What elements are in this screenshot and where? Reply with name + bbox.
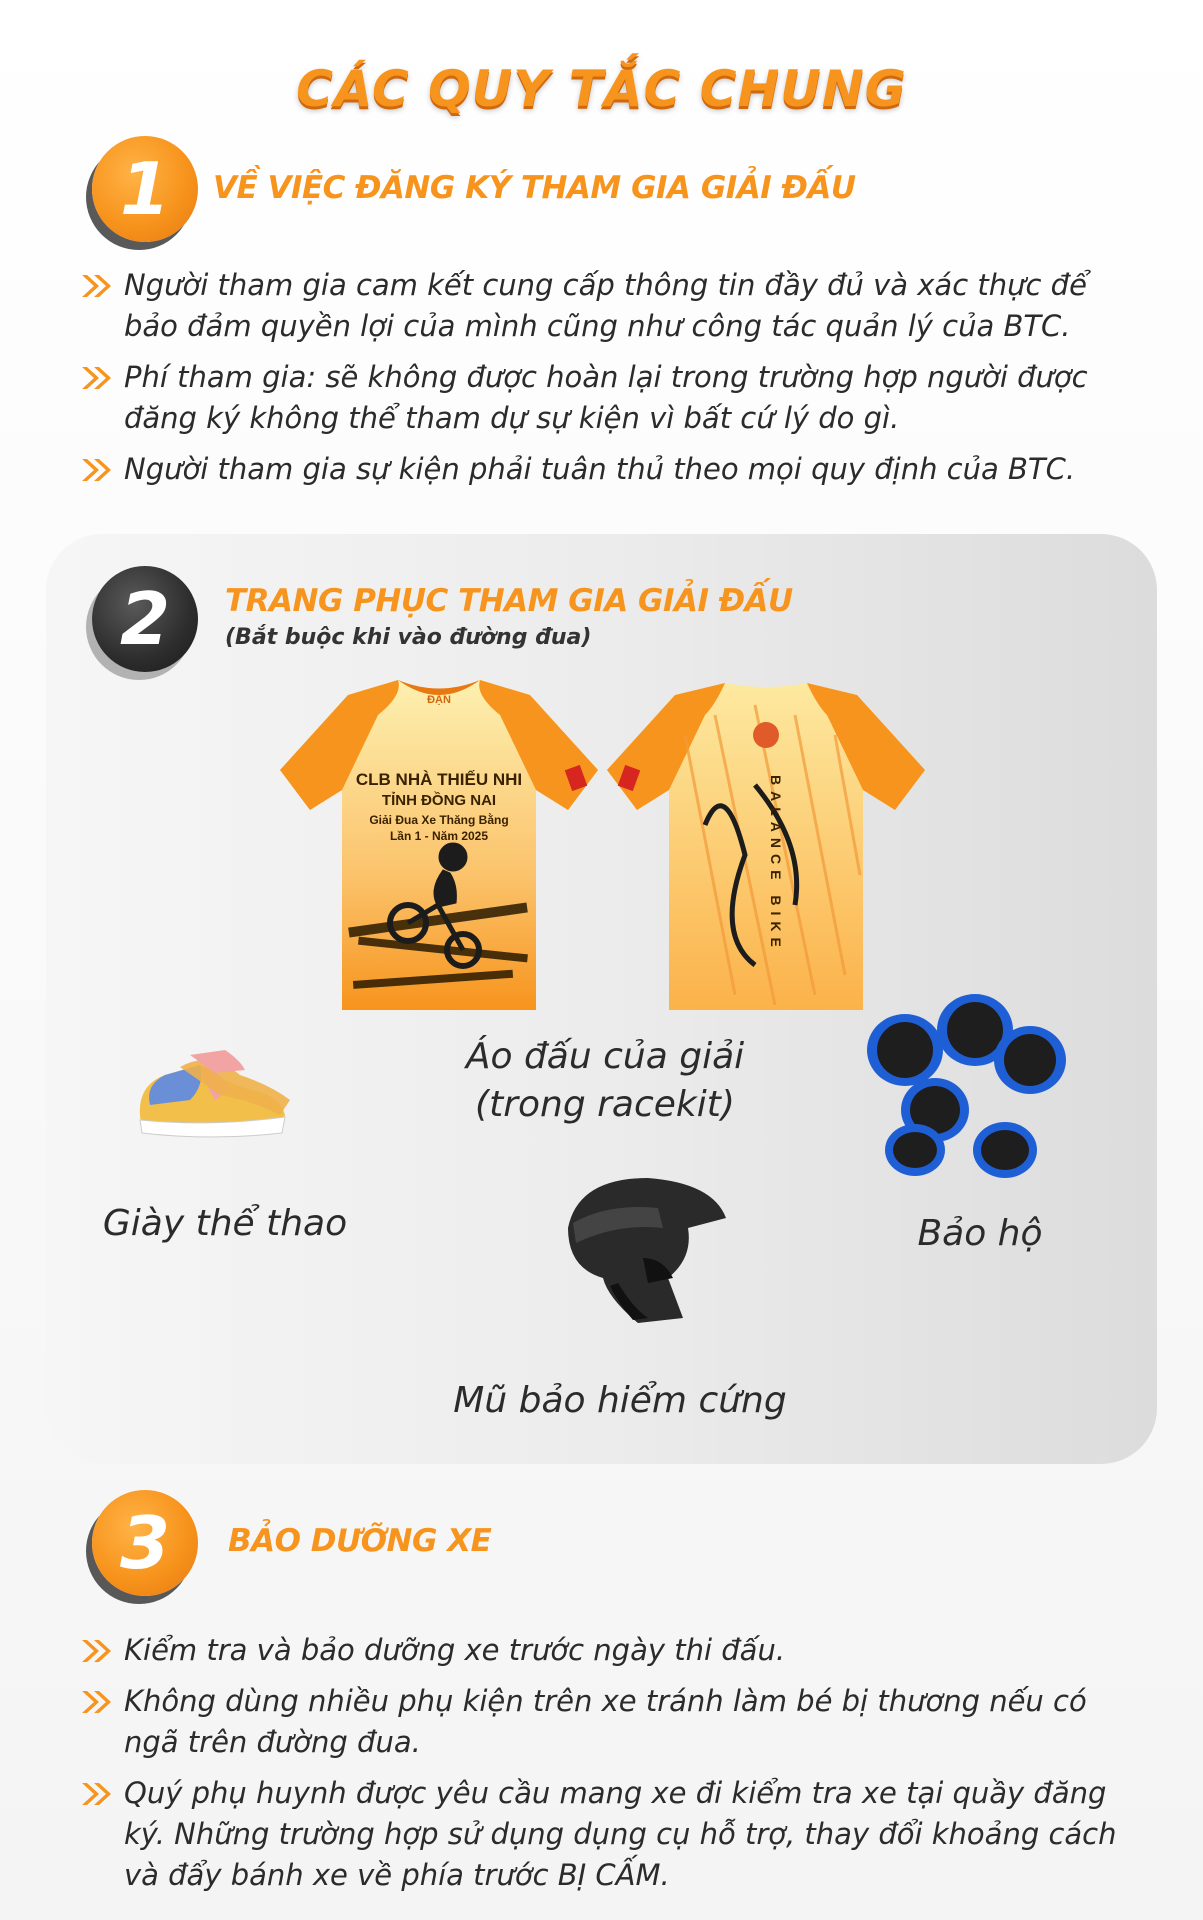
section-2-number: 2 [119, 577, 171, 661]
rule-item [80, 1681, 1130, 1763]
jersey-line2: TỈNH ĐỒNG NAI [381, 792, 497, 809]
section-3-number-badge [92, 1490, 198, 1596]
jersey-caption [440, 1033, 770, 1129]
section-1-title: VỀ VIỆC ĐĂNG KÝ THAM GIA GIẢI ĐẤU [213, 170, 856, 206]
double-chevron-right-icon [80, 365, 114, 391]
section-2-number-badge [92, 566, 198, 672]
section-1-number-badge [92, 136, 198, 242]
protector-caption: Bảo hộ [917, 1213, 1043, 1254]
double-chevron-right-icon [80, 1689, 114, 1715]
rule-text: Người tham gia sự kiện phải tuân thủ theo mọi quy định của BTC. [124, 452, 1076, 486]
rule-text: Người tham gia cam kết cung cấp thông tin đầy đủ và xác thực để bảo đảm quyền lợi của mình cũng như công tác quản lý của BTC. [124, 268, 1087, 343]
section-1-number: 1 [119, 147, 171, 231]
jersey-caption-line2: (trong racekit) [475, 1084, 735, 1125]
helmet-caption: Mũ bảo hiểm cứng [453, 1380, 787, 1421]
protective-pads-image [855, 990, 1070, 1190]
sneakers-image [130, 1045, 300, 1145]
shoes-caption: Giày thể thao [102, 1203, 348, 1244]
rule-text: Không dùng nhiều phụ kiện trên xe tránh làm bé bị thương nếu có ngã trên đường đua. [124, 1684, 1087, 1759]
jersey-line1: CLB NHÀ THIẾU NHI [355, 770, 523, 789]
section-2-subtitle: (Bắt buộc khi vào đường đua) [225, 625, 592, 650]
jersey-line4: Lần 1 - Năm 2025 [389, 829, 489, 843]
rule-text: Kiểm tra và bảo dưỡng xe trước ngày thi đấu. [124, 1633, 786, 1667]
section-3-number: 3 [119, 1501, 171, 1585]
rule-item [80, 265, 1130, 347]
double-chevron-right-icon [80, 457, 114, 483]
rule-item [80, 1773, 1130, 1896]
jersey-caption-line1: Áo đấu của giải [465, 1036, 745, 1077]
rule-item [80, 1630, 1130, 1671]
jersey-back-text: BALANCE BIKE [768, 775, 784, 953]
section-3-rules [80, 1630, 1130, 1906]
rule-item [80, 357, 1130, 439]
section-3-title: BẢO DƯỠNG XE [228, 1523, 492, 1559]
double-chevron-right-icon [80, 1638, 114, 1664]
double-chevron-right-icon [80, 1781, 114, 1807]
double-chevron-right-icon [80, 273, 114, 299]
page-title: CÁC QUY TẮC CHUNG [296, 60, 907, 118]
rule-text: Quý phụ huynh được yêu cầu mang xe đi kiểm tra xe tại quầy đăng ký. Những trường hợp sử dụng dụng cụ hỗ trợ, thay đổi khoảng cách và đẩy bánh xe về phía trước BỊ CẤM. [124, 1776, 1117, 1892]
section-1-rules [80, 265, 1130, 500]
jersey-back-image [605, 675, 927, 1015]
section-2-title: TRANG PHỤC THAM GIA GIẢI ĐẤU [225, 583, 793, 619]
rule-text: Phí tham gia: sẽ không được hoàn lại trong trường hợp người được đăng ký không thể tham dự sự kiện vì bất cứ lý do gì. [124, 360, 1088, 435]
jersey-logo: ĐẠN [427, 694, 451, 706]
helmet-image [548, 1168, 728, 1328]
jersey-line3: Giải Đua Xe Thăng Bằng [369, 813, 509, 827]
jersey-front-image [278, 675, 600, 1015]
rule-item [80, 449, 1130, 490]
